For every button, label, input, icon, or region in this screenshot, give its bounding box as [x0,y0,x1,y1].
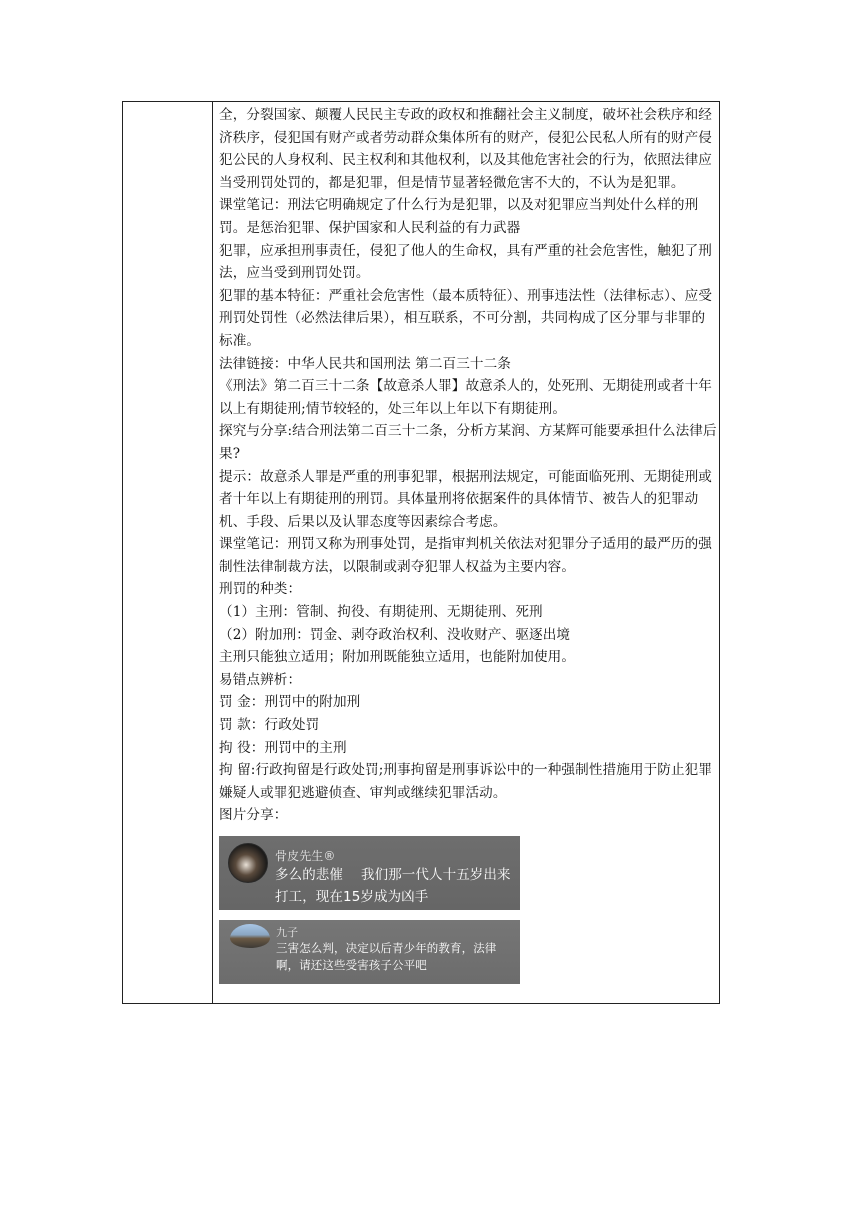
commenter-name: 骨皮先生® [275,849,336,863]
comment-text: 三害怎么判，决定以后青少年的教育，法律啊，请还这些受害孩子公平吧 [276,941,497,972]
punishment-types-heading: 刑罚的种类： [219,581,302,598]
comment-screenshot-1 [219,836,520,910]
crime-definition-paragraph: 全，分裂国家、颠覆人民民主专政的政权和推翻社会主义制度，破坏社会秩序和经济秩序，侵犯国有财产或者劳动群众集体所有的财产，侵犯公民私人所有的财产侵犯公民的人身权利、民主权利和其他权利，以及其他危害社会的行为，依照法律应当受刑罚处罚的，都是犯罪，但是情节显著轻微危害不大的，不认为是犯罪。 [219,107,712,191]
commenter-name: 九子 [276,926,299,939]
law-link-heading: 法律链接：中华人民共和国刑法 第二百三十二条 [219,355,511,372]
content-table [122,101,720,1004]
article-232-text: 《刑法》第二百三十二条【故意杀人罪】故意杀人的，处死刑、无期徒刑或者十年以上有期徒刑;情节较轻的，处三年以上年以下有期徒刑。 [219,378,712,417]
crime-responsibility-paragraph: 犯罪，应承担刑事责任，侵犯了他人的生命权，具有严重的社会危害性，触犯了刑法，应当受到刑罚处罚。 [219,242,712,282]
image-share-heading: 图片分享： [219,807,288,824]
application-rule: 主刑只能独立适用；附加刑既能独立适用，也能附加使用。 [219,649,576,666]
fine-administrative-item: 罚 款：行政处罚 [219,717,320,734]
avatar [230,924,270,948]
detention-item: 拘 留:行政拘留是行政处罚;刑事拘留是刑事诉讼中的一种强制性措施用于防止犯罪嫌疑人或罪犯逃避侦查、审判或继续犯罪活动。 [219,762,713,801]
class-note-punishment: 课堂笔记：刑罚又称为刑事处罚，是指审判机关依法对犯罪分子适用的最严历的强制性法律制裁方法，以限制或剥夺犯罪人权益为主要内容。 [219,536,712,575]
comment-text: 多么的悲催 我们那一代人十五岁出来打工，现在15岁成为凶手 [275,867,511,905]
explore-share-question: 探究与分享:结合刑法第二百三十二条，分析方某润、方某辉可能要承担什么法律后果? [219,423,717,462]
confusion-points-heading: 易错点辨析： [219,671,302,688]
class-note-criminal-law: 课堂笔记：刑法它明确规定了什么行为是犯罪，以及对犯罪应当判处什么样的刑罚。是惩治犯罪、保护国家和人民利益的有力武器 [219,197,699,236]
supplementary-punishment-item: （2）附加刑：罚金、剥夺政治权利、没收财产、驱逐出境 [219,626,571,643]
avatar [228,843,268,883]
principal-punishment-item: （1）主刑：管制、拘役、有期徒刑、无期徒刑、死刑 [219,604,543,621]
crime-features-paragraph: 犯罪的基本特征：严重社会危害性（最本质特征）、刑事违法性（法律标志）、应受刑罚处罚性（必然法律后果），相互联系，不可分割，共同构成了区分罪与非罪的标准。 [219,287,713,349]
comment-screenshot-2 [219,920,520,984]
fine-criminal-item: 罚 金：刑罚中的附加刑 [219,694,361,711]
hint-paragraph: 提示：故意杀人罪是严重的刑事犯罪，根据刑法规定，可能面临死刑、无期徒刑或者十年以上有期徒刑的刑罚。具体量刑将依据案件的具体情节、被告人的犯罪动机、手段、后果以及认罪态度等因素综合考虑。 [219,468,712,530]
content-cell [219,104,717,984]
left-column-cell [123,102,213,1003]
criminal-detention-item: 拘 役：刑罚中的主刑 [219,739,347,756]
